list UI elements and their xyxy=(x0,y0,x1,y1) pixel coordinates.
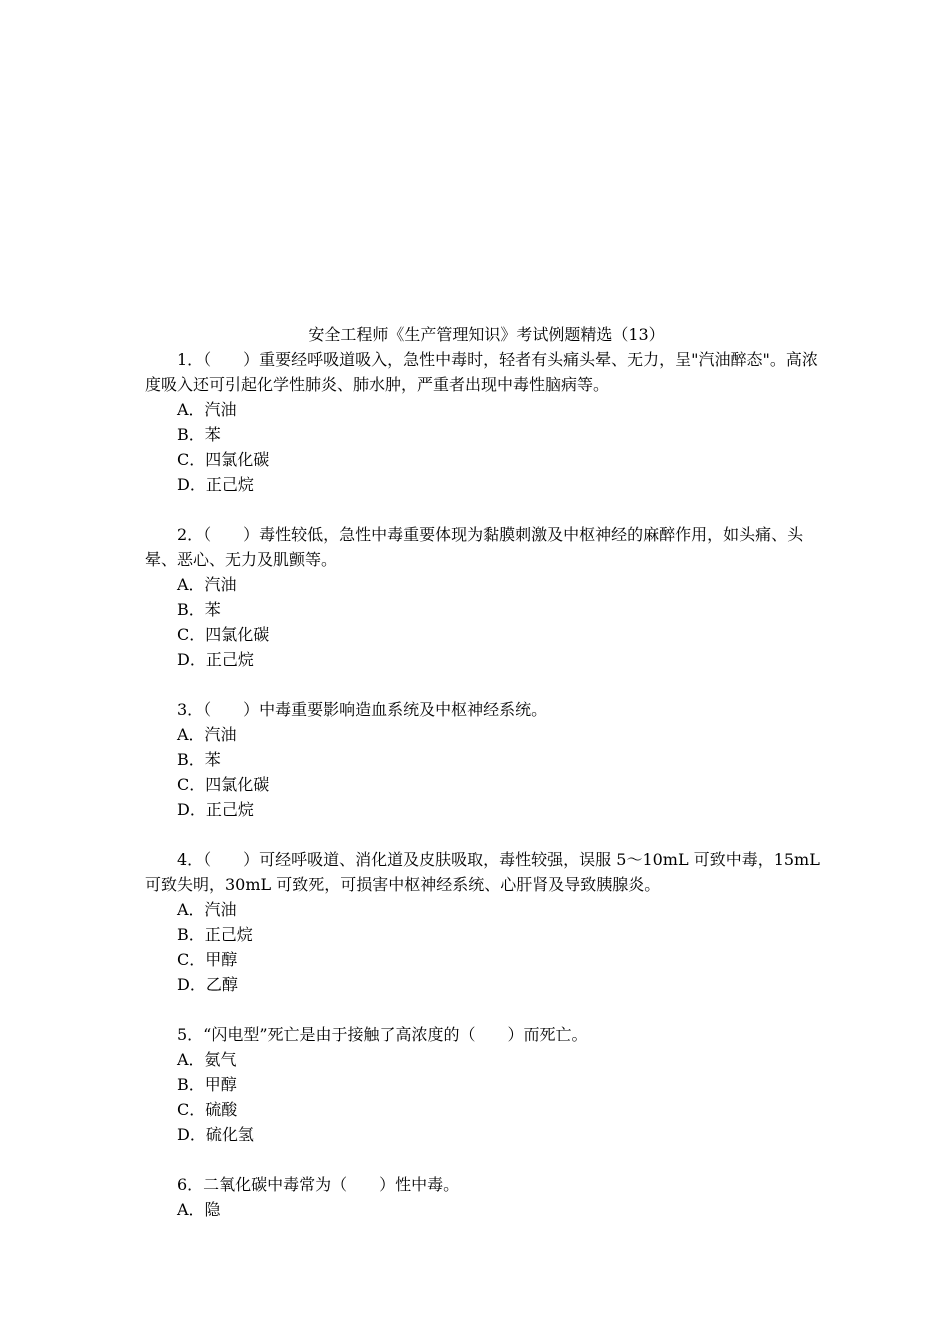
option-a: A．汽油 xyxy=(177,575,237,594)
option-b: B．苯 xyxy=(177,425,221,444)
question-stem: 6．二氧化碳中毒常为（ ）性中毒。 xyxy=(177,1175,460,1194)
spacer xyxy=(145,1147,820,1172)
spacer xyxy=(145,997,820,1022)
option-a: A．汽油 xyxy=(177,400,237,419)
option-d: D．乙醇 xyxy=(177,975,238,994)
question-2 xyxy=(145,522,820,672)
spacer xyxy=(145,497,820,522)
question-stem: 1．（ ）重要经呼吸道吸入，急性中毒时，轻者有头痛头晕、无力，呈"汽油醉态"。高浓度吸入还可引起化学性肺炎、肺水肿，严重者出现中毒性脑病等。 xyxy=(145,350,818,394)
option-b: B．苯 xyxy=(177,600,221,619)
document-title: 安全工程师《生产管理知识》考试例题精选（13） xyxy=(308,325,665,344)
question-stem: 4．（ ）可经呼吸道、消化道及皮肤吸取，毒性较强，误服 5～10mL 可致中毒，15mL 可致失明，30mL 可致死，可损害中枢神经系统、心肝肾及导致胰腺炎。 xyxy=(145,850,820,894)
option-a: A．汽油 xyxy=(177,900,237,919)
option-d: D．正己烷 xyxy=(177,650,254,669)
option-c: C．四氯化碳 xyxy=(177,625,270,644)
question-stem: 3．（ ）中毒重要影响造血系统及中枢神经系统。 xyxy=(177,700,548,719)
option-a: A．氨气 xyxy=(177,1050,237,1069)
option-a: A．隐 xyxy=(177,1200,221,1219)
option-b: B．正己烷 xyxy=(177,925,253,944)
option-b: B．甲醇 xyxy=(177,1075,237,1094)
document-body xyxy=(145,322,820,1222)
question-6 xyxy=(145,1172,820,1222)
option-d: D．硫化氢 xyxy=(177,1125,254,1144)
option-c: C．甲醇 xyxy=(177,950,238,969)
option-c: C．四氯化碳 xyxy=(177,775,270,794)
spacer xyxy=(145,672,820,697)
spacer xyxy=(145,822,820,847)
option-d: D．正己烷 xyxy=(177,475,254,494)
option-c: C．四氯化碳 xyxy=(177,450,270,469)
question-4 xyxy=(145,847,820,997)
option-b: B．苯 xyxy=(177,750,221,769)
question-stem: 2．（ ）毒性较低，急性中毒重要体现为黏膜刺激及中枢神经的麻醉作用，如头痛、头晕、恶心、无力及肌颤等。 xyxy=(145,525,804,569)
question-5 xyxy=(145,1022,820,1147)
option-d: D．正己烷 xyxy=(177,800,254,819)
question-3 xyxy=(145,697,820,822)
question-stem: 5．“闪电型”死亡是由于接触了高浓度的（ ）而死亡。 xyxy=(177,1025,588,1044)
option-a: A．汽油 xyxy=(177,725,237,744)
option-c: C．硫酸 xyxy=(177,1100,238,1119)
question-1 xyxy=(145,347,820,497)
